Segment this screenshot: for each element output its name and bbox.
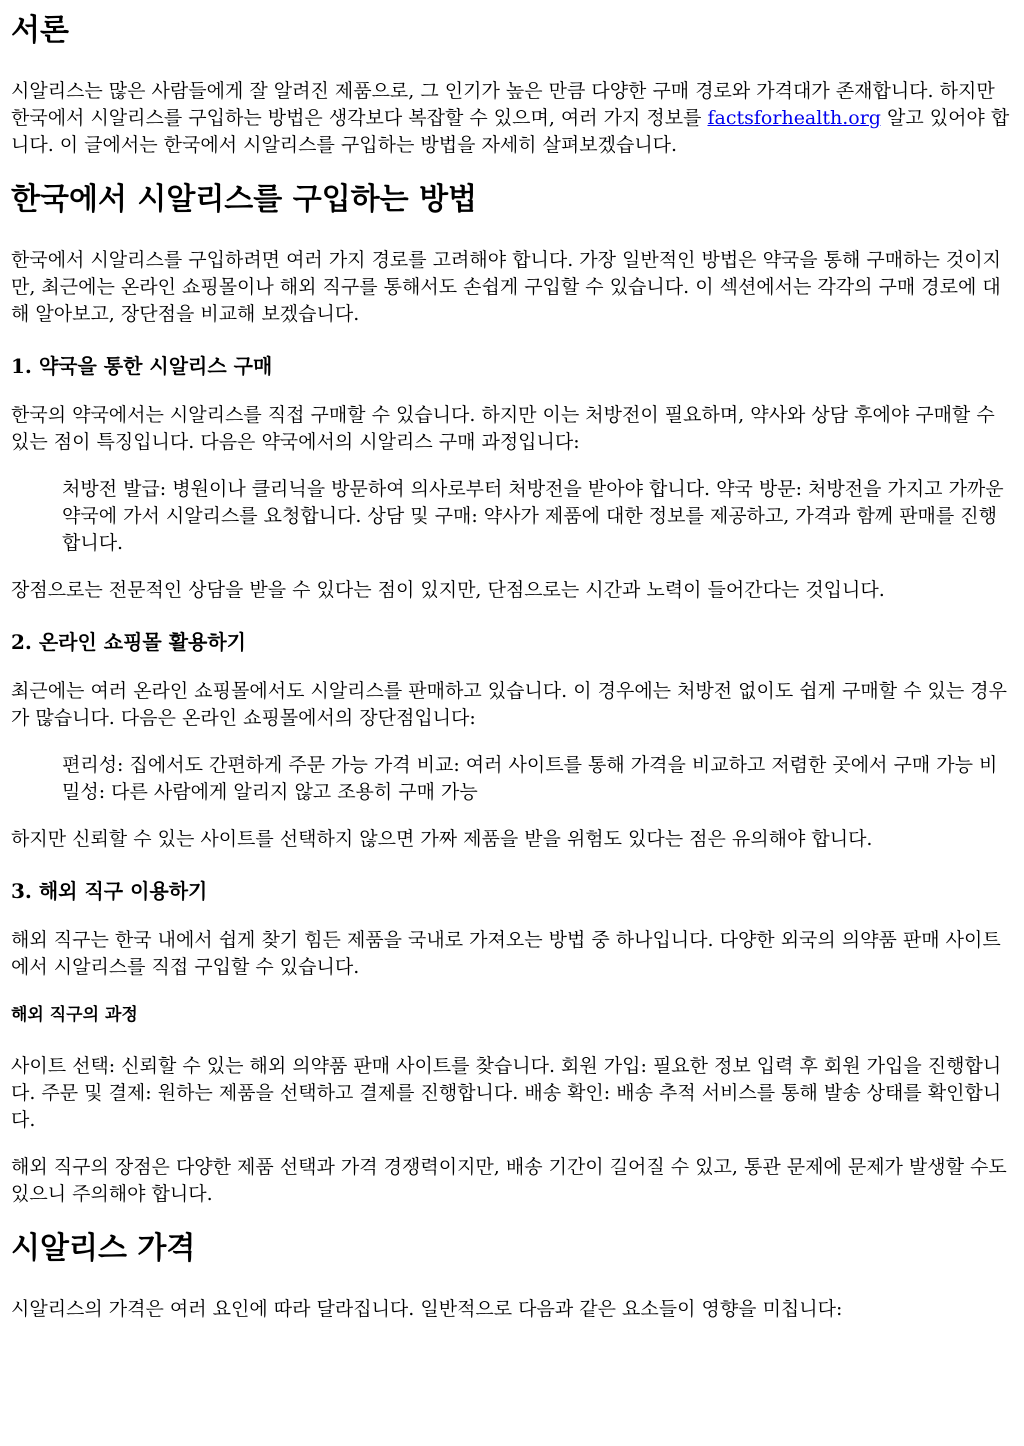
pharmacy-steps-quote: 처방전 발급: 병원이나 클리닉을 방문하여 의사로부터 처방전을 받아야 합니다. 약국 방문: 처방전을 가지고 가까운 약국에 가서 시알리스를 요청합니다. 상담 및 구매: 약사가 제품에 대한 정보를 제공하고, 가격과 함께 판매를 진행합니다. [62,478,1004,554]
online-heading [11,628,1012,656]
overseas-paragraph: 해외 직구는 한국 내에서 쉽게 찾기 힘든 제품을 국내로 가져오는 방법 중 하나입니다. 다양한 외국의 의약품 판매 사이트에서 시알리스를 직접 구입할 수 있습니다. [11,929,1001,978]
overseas-heading-text: 해외 직구 이용하기 [38,879,208,903]
intro-paragraph [11,78,1012,159]
overseas-heading [11,877,1012,905]
pharmacy-heading [11,352,1012,380]
online-paragraph: 최근에는 여러 온라인 쇼핑몰에서도 시알리스를 판매하고 있습니다. 이 경우에는 처방전 없이도 쉽게 구매할 수 있는 경우가 많습니다. 다음은 온라인 쇼핑몰에서의 장단점입니다: [11,680,1007,729]
online-benefits-quote: 편리성: 집에서도 간편하게 주문 가능 가격 비교: 여러 사이트를 통해 가격을 비교하고 저렴한 곳에서 구매 가능 비밀성: 다른 사람에게 알리지 않고 조용히 구매 가능 [62,754,998,803]
pharmacy-heading-number: 1. [11,354,32,378]
online-warning: 하지만 신뢰할 수 있는 사이트를 선택하지 않으면 가짜 제품을 받을 위험도 있다는 점은 유의해야 합니다. [11,828,873,850]
online-heading-number: 2. [11,630,32,654]
intro-text-before-link: 시알리스는 많은 사람들에게 잘 알려진 제품으로, 그 인기가 높은 만큼 다양한 구매 경로와 가격대가 존재합니다. 하지만 한국에서 시알리스를 구입하는 방법은 생각보다 복잡할 수 있으며, 여러 가지 정보를 [11,80,995,129]
price-paragraph: 시알리스의 가격은 여러 요인에 따라 달라집니다. 일반적으로 다음과 같은 요소들이 영향을 미칩니다: [11,1298,843,1320]
overseas-process-paragraph: 사이트 선택: 신뢰할 수 있는 해외 의약품 판매 사이트를 찾습니다. 회원 가입: 필요한 정보 입력 후 회원 가입을 진행합니다. 주문 및 결제: 원하는 제품을 선택하고 결제를 진행합니다. 배송 확인: 배송 추적 서비스를 통해 발송 상태를 확인합니다. [11,1055,1002,1131]
howto-paragraph: 한국에서 시알리스를 구입하려면 여러 가지 경로를 고려해야 합니다. 가장 일반적인 방법은 약국을 통해 구매하는 것이지만, 최근에는 온라인 쇼핑몰이나 해외 직구를 통해서도 손쉽게 구입할 수 있습니다. 이 섹션에서는 각각의 구매 경로에 대해 알아보고, 장단점을 비교해 보겠습니다. [11,249,1001,325]
pharmacy-paragraph: 한국의 약국에서는 시알리스를 직접 구매할 수 있습니다. 하지만 이는 처방전이 필요하며, 약사와 상담 후에야 구매할 수 있는 점이 특징입니다. 다음은 약국에서의 시알리스 구매 과정입니다: [11,404,995,453]
intro-text-after-link: 알고 있어야 합니다. 이 글에서는 한국에서 시알리스를 구입하는 방법을 자세히 살펴보겠습니다. [11,107,1010,156]
overseas-process-subtitle: 해외 직구의 과정 [11,1005,138,1025]
howto-title: 한국에서 시알리스를 구입하는 방법 [11,182,478,217]
online-heading-text: 온라인 쇼핑몰 활용하기 [38,630,246,654]
factsforhealth-link[interactable]: factsforhealth.org [707,107,881,129]
pharmacy-pros-cons: 장점으로는 전문적인 상담을 받을 수 있다는 점이 있지만, 단점으로는 시간과 노력이 들어간다는 것입니다. [11,579,885,601]
overseas-pros-cons: 해외 직구의 장점은 다양한 제품 선택과 가격 경쟁력이지만, 배송 기간이 길어질 수 있고, 통관 문제에 문제가 발생할 수도 있으니 주의해야 합니다. [11,1156,1007,1205]
pharmacy-heading-text: 약국을 통한 시알리스 구매 [38,354,273,378]
intro-title: 서론 [11,13,69,48]
overseas-heading-number: 3. [11,879,32,903]
price-title: 시알리스 가격 [11,1231,196,1266]
